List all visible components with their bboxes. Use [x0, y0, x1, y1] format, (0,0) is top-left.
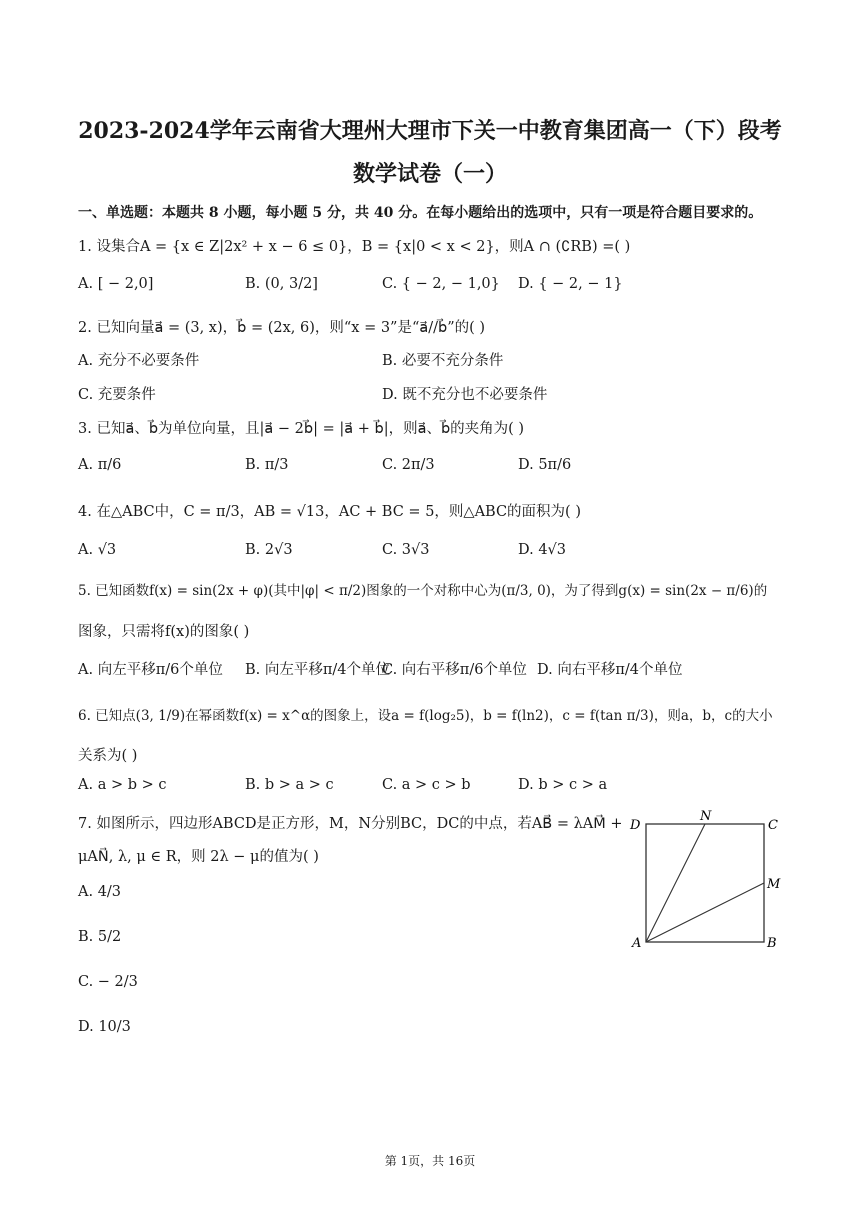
label-d: D [630, 818, 641, 833]
q4-option-c: C. 3√3 [382, 542, 430, 558]
question-1-stem: 1. 设集合A = {x ∈ Z|2x² + x − 6 ≤ 0}，B = {x|0 < x < 2}，则A ∩ (∁RB) =( ) [78, 239, 631, 255]
q5-option-d: D. 向右平移π/4个单位 [537, 662, 683, 678]
q4-option-d: D. 4√3 [518, 542, 567, 558]
question-4-stem: 4. 在△ABC中，C = π/3，AB = √13，AC + BC = 5，则△ABC的面积为( ) [78, 504, 581, 520]
q3-option-a: A. π/6 [78, 457, 122, 473]
q6-option-c: C. a > c > b [382, 777, 471, 793]
label-b: B [767, 936, 777, 950]
square-abcd [646, 824, 764, 942]
q1-option-c: C. { − 2, − 1,0} [382, 276, 500, 292]
page-footer: 第 1页，共 16页 [384, 1154, 476, 1168]
question-3-stem: 3. 已知a⃗、b⃗为单位向量，且|a⃗ − 2b⃗| = |a⃗ + b⃗|，则a⃗、b⃗的夹角为( ) [78, 421, 525, 437]
q6-option-b: B. b > a > c [245, 777, 334, 793]
q3-option-c: C. 2π/3 [382, 457, 435, 473]
q5-option-c: C. 向右平移π/6个单位 [382, 662, 527, 678]
q6-option-d: D. b > c > a [518, 777, 608, 793]
q1-option-b: B. (0, 3/2] [245, 276, 318, 292]
label-a: A [632, 936, 642, 950]
q2-option-c: C. 充要条件 [78, 387, 156, 403]
q1-option-a: A. [ − 2,0] [78, 276, 154, 292]
q3-option-b: B. π/3 [245, 457, 289, 473]
q1-option-d: D. { − 2, − 1} [518, 276, 623, 292]
question-5-stem-line2: 图象，只需将f(x)的图象( ) [78, 624, 250, 640]
q2-option-d: D. 既不充分也不必要条件 [382, 387, 548, 403]
label-n: N [700, 809, 712, 824]
q5-option-a: A. 向左平移π/6个单位 [78, 662, 223, 678]
q3-option-d: D. 5π/6 [518, 457, 572, 473]
section-header: 一、单选题：本题共 8 小题，每小题 5 分，共 40 分。在每小题给出的选项中，只有一项是符合题目要求的。 [78, 205, 763, 221]
q7-option-a: A. 4/3 [78, 884, 122, 900]
page-title: 2023-2024学年云南省大理州大理市下关一中教育集团高一（下）段考 [78, 118, 782, 144]
q7-option-b: B. 5/2 [78, 929, 122, 945]
q7-option-c: C. − 2/3 [78, 974, 138, 990]
segment-an [646, 824, 705, 942]
label-m: M [767, 877, 781, 892]
q4-option-a: A. √3 [78, 542, 117, 558]
segment-am [646, 883, 764, 942]
q7-option-d: D. 10/3 [78, 1019, 131, 1035]
q5-option-b: B. 向左平移π/4个单位 [245, 662, 391, 678]
label-c: C [768, 818, 778, 833]
q6-option-a: A. a > b > c [78, 777, 167, 793]
question-2-stem: 2. 已知向量a⃗ = (3, x)，b⃗ = (2x, 6)，则“x = 3”是“a⃗//b⃗”的( ) [78, 320, 486, 336]
question-6-stem: 6. 已知点(3, 1/9)在幂函数f(x) = x^α的图象上，设a = f(log₂5)，b = f(ln2)，c = f(tan π/3)，则a，b，c的大小 [78, 708, 773, 724]
q2-option-b: B. 必要不充分条件 [382, 353, 504, 369]
question-5-stem: 5. 已知函数f(x) = sin(2x + φ)(其中|φ| < π/2)图象的一个对称中心为(π/3, 0)，为了得到g(x) = sin(2x − π/6)的 [78, 583, 768, 599]
q2-option-a: A. 充分不必要条件 [78, 353, 200, 369]
square-figure [628, 808, 788, 950]
q4-option-b: B. 2√3 [245, 542, 293, 558]
question-6-stem-line2: 关系为( ) [78, 748, 138, 764]
page-subtitle: 数学试卷（一） [352, 161, 507, 187]
question-7-stem-line2: μAN⃗, λ, μ ∈ R，则 2λ − μ的值为( ) [78, 849, 319, 865]
question-7-stem: 7. 如图所示，四边形ABCD是正方形，M，N分别BC，DC的中点，若AB⃗ = λAM⃗ + [78, 816, 623, 832]
